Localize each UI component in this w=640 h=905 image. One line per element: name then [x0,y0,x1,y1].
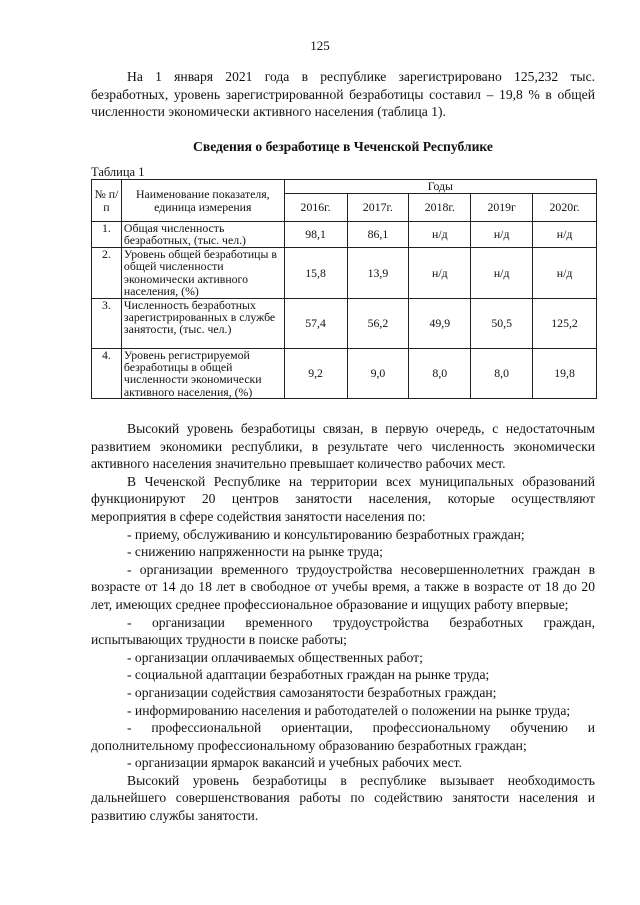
row-indicator: Общая численность безработных, (тыс. чел.) [121,222,284,248]
paragraph: Высокий уровень безработицы в республике вызывает необходимость дальнейшего совершенствования работы по содействию занятости населения и развитию службы занятости. [91,772,595,824]
table-cell: 13,9 [347,248,409,299]
table-row [92,248,597,299]
table-cell: 49,9 [409,298,471,348]
paragraph: Высокий уровень безработицы связан, в первую очередь, с недостаточным развитием экономики республики, в результате чего численность экономически активного населения значительно превышает количество рабочих мест. [91,421,595,472]
table-cell: 9,2 [284,348,347,399]
unemployment-table [91,179,597,399]
list-item: - снижению напряженности на рынке труда; [127,544,383,560]
list-item: - приему, обслуживанию и консультированию безработных граждан; [127,526,525,542]
table-cell: н/д [533,248,597,299]
list-item: - профессиональной ориентации, профессиональному обучению и дополнительному профессиональному образованию безработных граждан; [91,720,595,753]
row-number: 3. [92,298,122,348]
table-title: Сведения о безработице в Чеченской Республике [193,139,493,154]
table-cell: 15,8 [284,248,347,299]
table-cell: 50,5 [471,298,533,348]
table-row [92,348,597,399]
paragraph: В Чеченской Республике на территории всех муниципальных образований функционируют 20 центров занятости населения, которые осуществляют мероприятия в сфере содействия занятости населения по: [91,473,595,524]
table-cell: 9,0 [347,348,409,399]
row-indicator: Уровень регистрируемой безработицы в общей численности экономически активного населения, (%) [121,348,284,399]
list-item: - организации временного трудоустройства несовершеннолетних граждан в возрасте от 14 до 18 лет в свободное от учебы время, а также в возрасте от 18 до 20 лет, имеющих среднее профессиональное образование и ищущих работу впервые; [91,561,595,612]
table-cell: н/д [409,248,471,299]
row-number: 4. [92,348,122,399]
table-cell: н/д [471,222,533,248]
row-number: 2. [92,248,122,299]
body-text [91,420,595,825]
year-header: 2020г. [533,194,597,222]
row-indicator: Уровень общей безработицы в общей численности экономически активного населения, (%) [121,248,284,299]
table-caption: Таблица 1 [91,165,145,179]
table-cell: 57,4 [284,298,347,348]
table-row [92,222,597,248]
table-cell: 19,8 [533,348,597,399]
col-years-header: Годы [284,180,596,194]
list-item: - организации временного трудоустройства безработных граждан, испытывающих трудности в поиске работы; [91,614,595,648]
list-item: - организации ярмарок вакансий и учебных рабочих мест. [127,755,462,771]
table-cell: 98,1 [284,222,347,248]
table-cell: 56,2 [347,298,409,348]
intro-section [91,68,595,121]
table-cell: н/д [533,222,597,248]
list-item: - информированию населения и работодателей о положении на рынке труда; [127,702,571,718]
year-header: 2016г. [284,194,347,222]
table-cell: 86,1 [347,222,409,248]
list-item: - организации оплачиваемых общественных работ; [127,649,423,665]
col-indicator-header: Наименование показателя, единица измерения [121,180,284,222]
row-number: 1. [92,222,122,248]
year-header: 2018г. [409,194,471,222]
table-cell: н/д [409,222,471,248]
table-header-row [92,180,597,194]
year-header: 2019г [471,194,533,222]
table-cell: 8,0 [471,348,533,399]
table-cell: н/д [471,248,533,299]
year-header: 2017г. [347,194,409,222]
col-num-header: № п/п [92,180,122,222]
list-item: - социальной адаптации безработных граждан на рынке труда; [127,667,490,683]
intro-paragraph: На 1 января 2021 года в республике зарегистрировано 125,232 тыс. безработных, уровень зарегистрированной безработицы составил – 19,8 % в общей численности экономически активного населения (таблица 1). [91,69,595,120]
row-indicator: Численность безработных зарегистрированных в службе занятости, (тыс. чел.) [121,298,284,348]
table-cell: 125,2 [533,298,597,348]
table-row [92,298,597,348]
table-cell: 8,0 [409,348,471,399]
list-item: - организации содействия самозанятости безработных граждан; [127,684,497,700]
page-number: 125 [310,38,330,53]
